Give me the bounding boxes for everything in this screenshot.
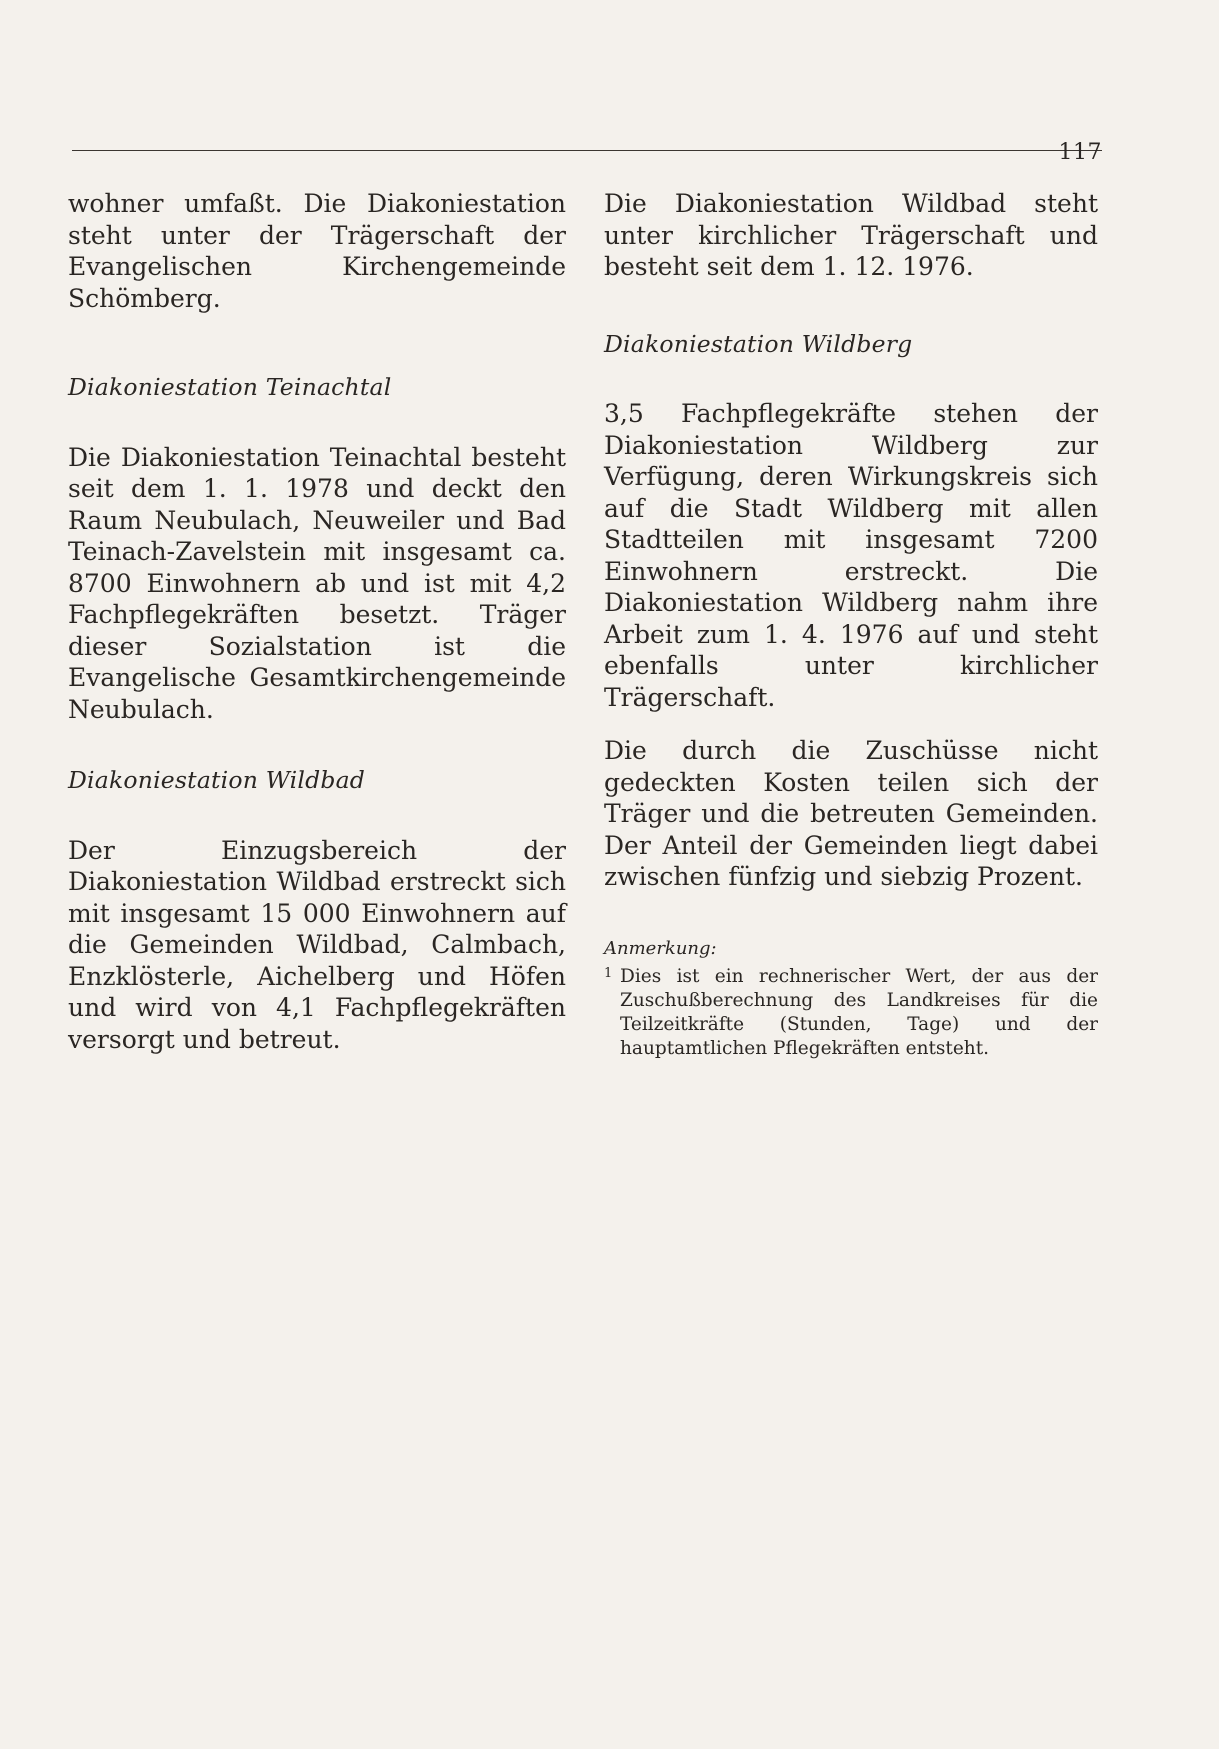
heading-wildbad: Diakoniestation Wildbad [68,766,366,794]
paragraph-costs: Die durch die Zuschüsse nicht gedeckten Kosten teilen sich der Träger und die betreuten Gemeinden. Der Anteil der Gemeinden liegt dabei zwischen fünfzig und siebzig Prozent. [604,736,1098,891]
footnote-body [604,965,1098,1061]
paragraph-wildbad: Der Einzugsbereich der Diakoniestation Wildbad erstreckt sich mit insgesamt 15 000 Einwohnern auf die Gemeinden Wildbad, Calmbach, Enzklösterle, Aichelberg und Höfen und wird von 4,1 Fachpflegekräften versorgt und betreut. [68,835,566,1054]
paragraph-wildberg: 3,5 Fachpflegekräfte stehen der Diakoniestation Wildberg zur Verfügung, deren Wirkungskreis sich auf die Stadt Wildberg mit allen Stadtteilen mit insgesamt 7200 Einwohnern erstreckt. Die Diakoniestation Wildberg nahm ihre Arbeit zum 1. 4. 1976 auf und steht ebenfalls unter kirchlicher Trägerschaft. [604,399,1098,712]
header-rule [72,150,1102,151]
heading-wildberg: Diakoniestation Wildberg [604,329,913,358]
left-column [68,188,566,1055]
footnote-title: Anmerkung: [604,937,717,959]
left-intro-paragraph: wohner umfaßt. Die Diakoniestation steht unter der Trägerschaft der Evangelischen Kirchengemeinde Schömberg. [68,189,566,313]
footnote-text: Dies ist ein rechnerischer Wert, der aus der Zuschußberechnung des Landkreises für die Teilzeitkräfte (Stunden, Tage) und der hauptamtlichen Pflegekräften entsteht. [620,965,1098,1059]
page-number: 117 [1058,140,1102,165]
footnote-marker: 1 [604,965,613,981]
paragraph-teinachtal: Die Diakoniestation Teinachtal besteht seit dem 1. 1. 1978 und deckt den Raum Neubulach, Neuweiler und Bad Teinach-Zavelstein mit insgesamt ca. 8700 Einwohnern ab und ist mit 4,2 Fachpflegekräften besetzt. Träger dieser Sozialstation ist die Evangelische Gesamtkirchengemeinde Neubulach. [68,442,566,724]
right-column [604,188,1098,1061]
heading-teinachtal: Diakoniestation Teinachtal [68,373,392,401]
right-intro-paragraph: Die Diakoniestation Wildbad steht unter kirchlicher Trägerschaft und besteht seit dem 1. 12. 1976. [604,189,1098,281]
footnote [604,937,1098,1061]
